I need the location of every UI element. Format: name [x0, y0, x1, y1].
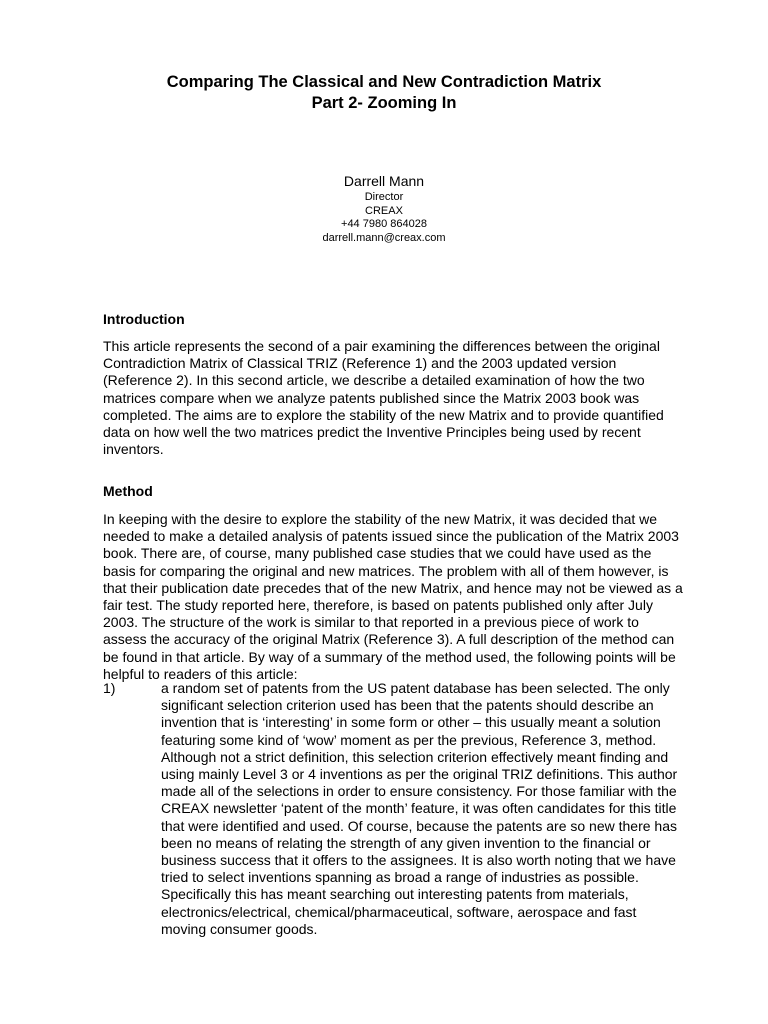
author-organization: CREAX — [365, 204, 403, 217]
author-phone: +44 7980 864028 — [341, 218, 427, 230]
author-email: darrell.mann@creax.com — [322, 231, 446, 244]
method-paragraph: In keeping with the desire to explore the stability of the new Matrix, it was decided that we needed to make a detailed analysis of patents issued since the publication of the Matrix 2003 book. There are, of course, many published case studies that we could have used as the basis for comparing the original and new matrices. The problem with all of them however, is that their publication date precedes that of the new Matrix, and hence may not be viewed as a fair test. The study reported here, therefore, is based on patents published only after July 2003. The structure of the work is similar to that reported in a previous piece of work to assess the accuracy of the original Matrix (Reference 3). A full description of the method can be found in that article. By way of a summary of the method used, the following points will be helpful to readers of this article: — [103, 511, 683, 682]
document-title: Comparing The Classical and New Contradiction Matrix — [166, 73, 602, 91]
author-name: Darrell Mann — [343, 173, 425, 189]
list-item-number: 1) — [103, 680, 116, 696]
section-heading-method: Method — [103, 483, 153, 499]
document-subtitle: Part 2- Zooming In — [311, 94, 457, 112]
list-item-text: a random set of patents from the US patent database has been selected. The only significant selection criterion used has been that the patents should describe an invention that is ‘interesting’ in some form or other – this usually meant a solution featuring some kind of ‘wow’ moment as per the previous, Reference 3, method. Although not a strict definition, this selection criterion effectively meant finding and using mainly Level 3 or 4 inventions as per the original TRIZ definitions. This author made all of the selections in order to ensure consistency. For those familiar with the CREAX newsletter ‘patent of the month’ feature, it was often candidates for this title that were identified and used. Of course, because the patents are so new there has been no means of relating the strength of any given invention to the financial or business success that it offers to the assignees. It is also worth noting that we have tried to select inventions spanning as broad a range of industries as possible. Specifically this has meant searching out interesting patents from materials, electronics/electrical, chemical/pharmaceutical, software, aerospace and fast moving consumer goods. — [161, 680, 678, 937]
author-role: Director — [364, 191, 404, 203]
introduction-paragraph: This article represents the second of a pair examining the differences between the original Contradiction Matrix of Classical TRIZ (Reference 1) and the 2003 updated version (Reference 2). In this second article, we describe a detailed examination of how the two matrices compare when we analyze patents published since the Matrix 2003 book was completed. The aims are to explore the stability of the new Matrix and to provide quantified data on how well the two matrices predict the Inventive Principles being used by recent inventors. — [103, 338, 664, 458]
section-heading-introduction: Introduction — [103, 311, 185, 327]
